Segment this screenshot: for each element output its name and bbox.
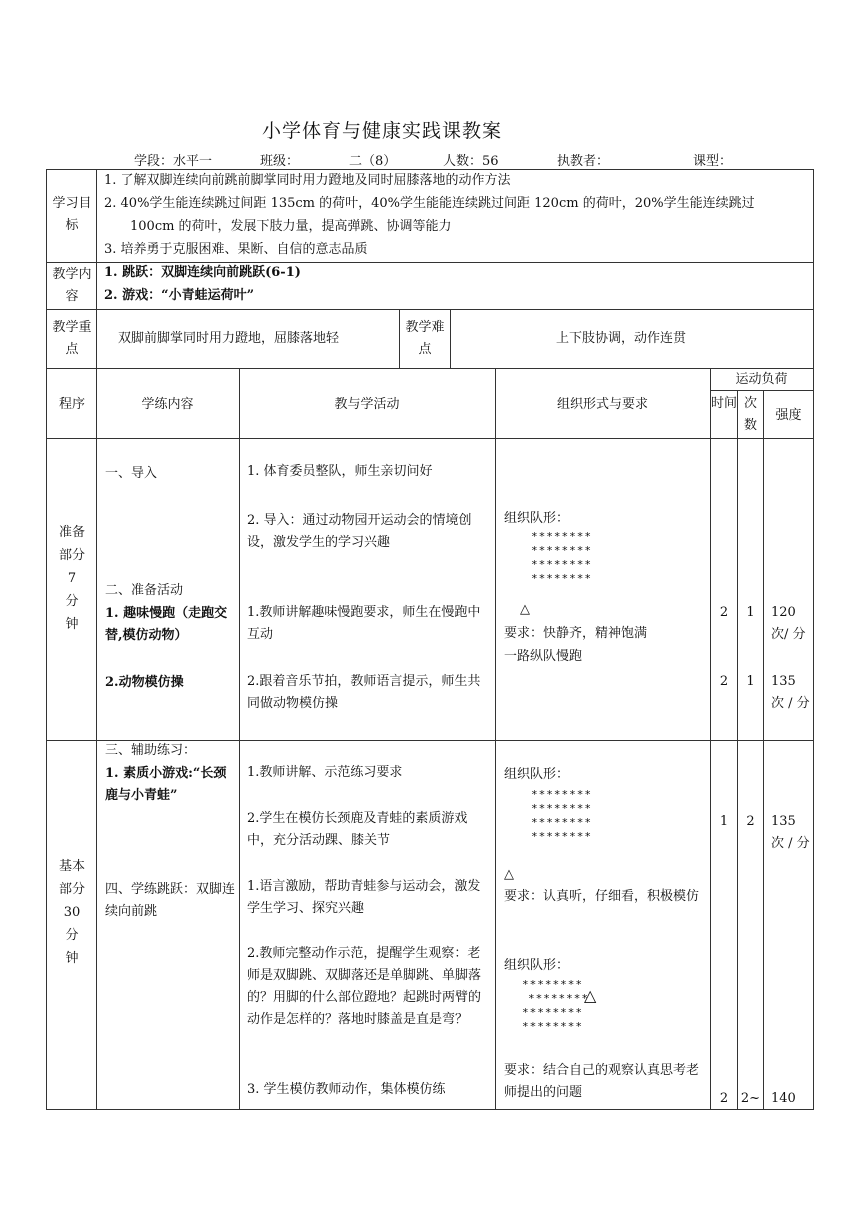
prep-reps-1: 1 [746,605,755,620]
basic-formation-row-3: ******** [531,816,592,829]
basic-label-3: 30 [63,905,81,920]
basic-practice-jump: 四、学练跳跃：双脚连续向前跳 [105,882,236,919]
prep-formation-row-1: ******** [531,530,592,543]
prep-practice-jog: 1. 趣味慢跑（走跑交替,模仿动物） [105,606,228,643]
header-practice: 学练内容 [141,397,194,412]
teacher-label: 执教者： [557,154,610,169]
prep-label-3: 7 [67,571,77,586]
prep-label-2: 部分 [58,548,85,563]
basic-formation-label-2: 组织队形： [504,958,570,973]
basic-activity-4: 2.教师完整动作示范，提醒学生观察：老师是双脚跳、双脚落还是单脚跳、单脚落的？用脚的什么部位蹬地？起跳时两臂的动作是怎样的？落地时膝盖是直是弯？ [247,946,482,1027]
basic-formation2-row-2: ******** [528,992,589,1005]
basic-formation-label: 组织队形： [504,767,570,782]
content-item-2: 2. 游戏：“小青蛙运荷叶” [104,288,255,303]
basic-activity-1: 1.教师讲解、示范练习要求 [247,765,403,780]
lesson-type-label: 课型： [693,154,733,169]
prep-time-2: 2 [719,674,729,689]
header-reps: 次数 [743,396,757,433]
prep-requirement-2: 一路纵队慢跑 [504,649,583,664]
goal-3: 3. 培养勇于克服困难、果断、自信的意志品质 [104,242,368,257]
prep-formation-row-2: ******** [531,544,592,557]
basic-label-2: 部分 [58,882,85,897]
basic-practice-game: 1. 素质小游戏:“长颈鹿与小青蛙” [105,766,227,803]
basic-requirement-1: 要求：认真听，仔细看，积极模仿 [504,889,700,904]
prep-activity-2: 2. 导入：通过动物园开运动会的情境创设，激发学生的学习兴趣 [247,513,472,550]
goals-label: 学习目标 [52,196,92,233]
prep-label-4: 分 [65,594,79,609]
basic-reps-1: 2 [746,814,755,829]
goal-1: 1. 了解双脚连续向前跳前脚掌同时用力蹬地及同时屈膝落地的动作方法 [104,173,511,188]
prep-reps-2: 1 [746,674,755,689]
difficulty-value: 上下肢协调，动作连贯 [556,331,687,346]
basic-formation-row-4: ******** [531,830,592,843]
header-activity: 教与学活动 [334,397,400,412]
stage-label: 学段：水平一 [134,154,213,169]
difficulty-label: 教学难点 [405,320,445,357]
basic-formation2-row-4: ******** [522,1020,583,1033]
grade-label: 班级： [260,154,300,169]
basic-intensity-2: 140 [771,1091,796,1106]
prep-requirement: 要求：快静齐，精神饱满 [504,626,648,641]
prep-formation-row-4: ******** [531,572,592,585]
basic-requirement-2: 要求：结合自己的观察认真思考老师提出的问题 [504,1063,700,1100]
prep-intensity-2: 135 次 / 分 [771,674,810,711]
content-label: 教学内容 [52,267,92,304]
goal-2-continued: 100cm 的荷叶，发展下肢力量，提高弹跳、协调等能力 [130,219,452,234]
prep-activity-1: 1. 体育委员整队，师生亲切问好 [247,464,433,479]
prep-practice-exercise: 2.动物模仿操 [105,675,184,690]
student-count: 人数：56 [443,154,499,169]
prep-intensity-1: 120 次/ 分 [771,605,806,642]
basic-time-1: 1 [719,814,729,829]
prep-activity-3: 1.教师讲解趣味慢跑要求，师生在慢跑中互动 [247,605,481,642]
basic-intensity-1: 135 次 / 分 [771,814,810,851]
prep-formation-row-3: ******** [531,558,592,571]
basic-time-2: 2 [719,1091,729,1106]
basic-label-5: 钟 [65,951,79,966]
basic-activity-3: 1.语言激励，帮助青蛙参与运动会，激发学生学习、探究兴趣 [247,879,481,916]
basic-formation-row-2: ******** [531,802,592,815]
prep-practice-intro: 一、导入 [105,466,158,481]
basic-formation2-row-1: ******** [522,978,583,991]
basic-formation-row-1: ******** [531,788,592,801]
basic-label-1: 基本 [58,859,85,874]
prep-teacher-triangle-icon: △ [520,602,530,617]
prep-label-1: 准备 [58,525,85,540]
prep-formation-label: 组织队形： [504,511,570,526]
content-item-1: 1. 跳跃：双脚连续向前跳跃(6-1) [104,265,301,280]
grade-value: 二（8） [349,154,397,169]
basic-reps-2: 2~ [740,1091,761,1106]
prep-practice-warmup: 二、准备活动 [105,583,184,598]
focus-label: 教学重点 [52,320,92,357]
prep-activity-4: 2.跟着音乐节拍，教师语言提示，师生共同做动物模仿操 [247,674,481,711]
page-title: 小学体育与健康实践课教案 [262,120,503,142]
basic-formation2-row-3: ******** [522,1006,583,1019]
header-organization: 组织形式与要求 [556,397,648,412]
basic-practice-aux: 三、辅助练习： [105,743,197,758]
basic-teacher-triangle-icon-2: △ [584,986,597,1005]
basic-teacher-triangle-icon: △ [504,867,514,882]
basic-label-4: 分 [65,928,79,943]
basic-activity-2: 2.学生在模仿长颈鹿及青蛙的素质游戏中，充分活动踝、膝关节 [247,811,468,848]
focus-value: 双脚前脚掌同时用力蹬地，屈膝落地轻 [118,331,340,346]
prep-time-1: 2 [719,605,729,620]
prep-label-5: 钟 [65,617,79,632]
goal-2: 2. 40%学生能连续跳过间距 135cm 的荷叶，40%学生能能连续跳过间距 120cm 的荷叶，20%学生能连续跳过 [104,196,755,211]
header-intensity: 强度 [775,408,802,423]
header-procedure: 程序 [58,397,85,412]
header-load: 运动负荷 [735,372,788,387]
basic-activity-5: 3. 学生模仿教师动作，集体模仿练 [247,1082,446,1097]
header-time: 时间 [711,396,738,411]
